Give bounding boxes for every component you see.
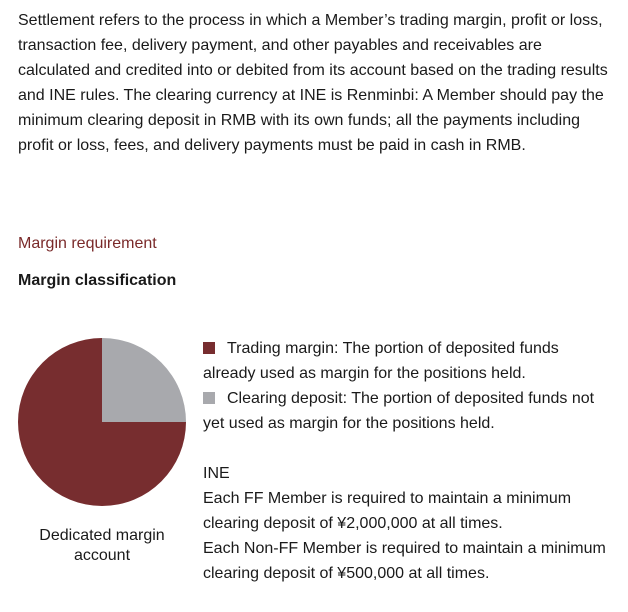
margin-classification-heading: Margin classification bbox=[18, 272, 177, 289]
legend-clearing-deposit bbox=[203, 386, 613, 436]
clearing-deposit-text: Clearing deposit: The portion of deposited funds not yet used as margin for the positions held. bbox=[203, 390, 595, 432]
trading-margin-swatch-icon bbox=[203, 342, 215, 354]
ine-non-ff-requirement: Each Non-FF Member is required to maintain a minimum clearing deposit of ¥500,000 at all times. bbox=[203, 540, 606, 582]
pie-svg bbox=[18, 338, 186, 506]
intro-paragraph: Settlement refers to the process in which a Member’s trading margin, profit or loss, transaction fee, delivery payment, and other payables and receivables are calculated and credited into or debited from its account based on the trading results and INE rules. The clearing currency at INE is Renminbi: A Member should pay the minimum clearing deposit in RMB with its own funds; all the payments including profit or loss, fees, and delivery payments must be paid in cash in RMB. bbox=[18, 12, 608, 154]
pie-caption: Dedicated margin account bbox=[39, 527, 165, 564]
legend bbox=[203, 336, 613, 586]
pie-slice-clearing-deposit bbox=[102, 338, 186, 422]
trading-margin-text: Trading margin: The portion of deposited funds already used as margin for the positions held. bbox=[203, 340, 559, 382]
margin-requirement-link[interactable]: Margin requirement bbox=[18, 235, 157, 252]
margin-pie-chart bbox=[18, 338, 186, 506]
legend-trading-margin bbox=[203, 336, 613, 386]
ine-ff-requirement: Each FF Member is required to maintain a minimum clearing deposit of ¥2,000,000 at all times. bbox=[203, 490, 572, 532]
ine-title: INE bbox=[203, 465, 230, 482]
clearing-deposit-swatch-icon bbox=[203, 392, 215, 404]
